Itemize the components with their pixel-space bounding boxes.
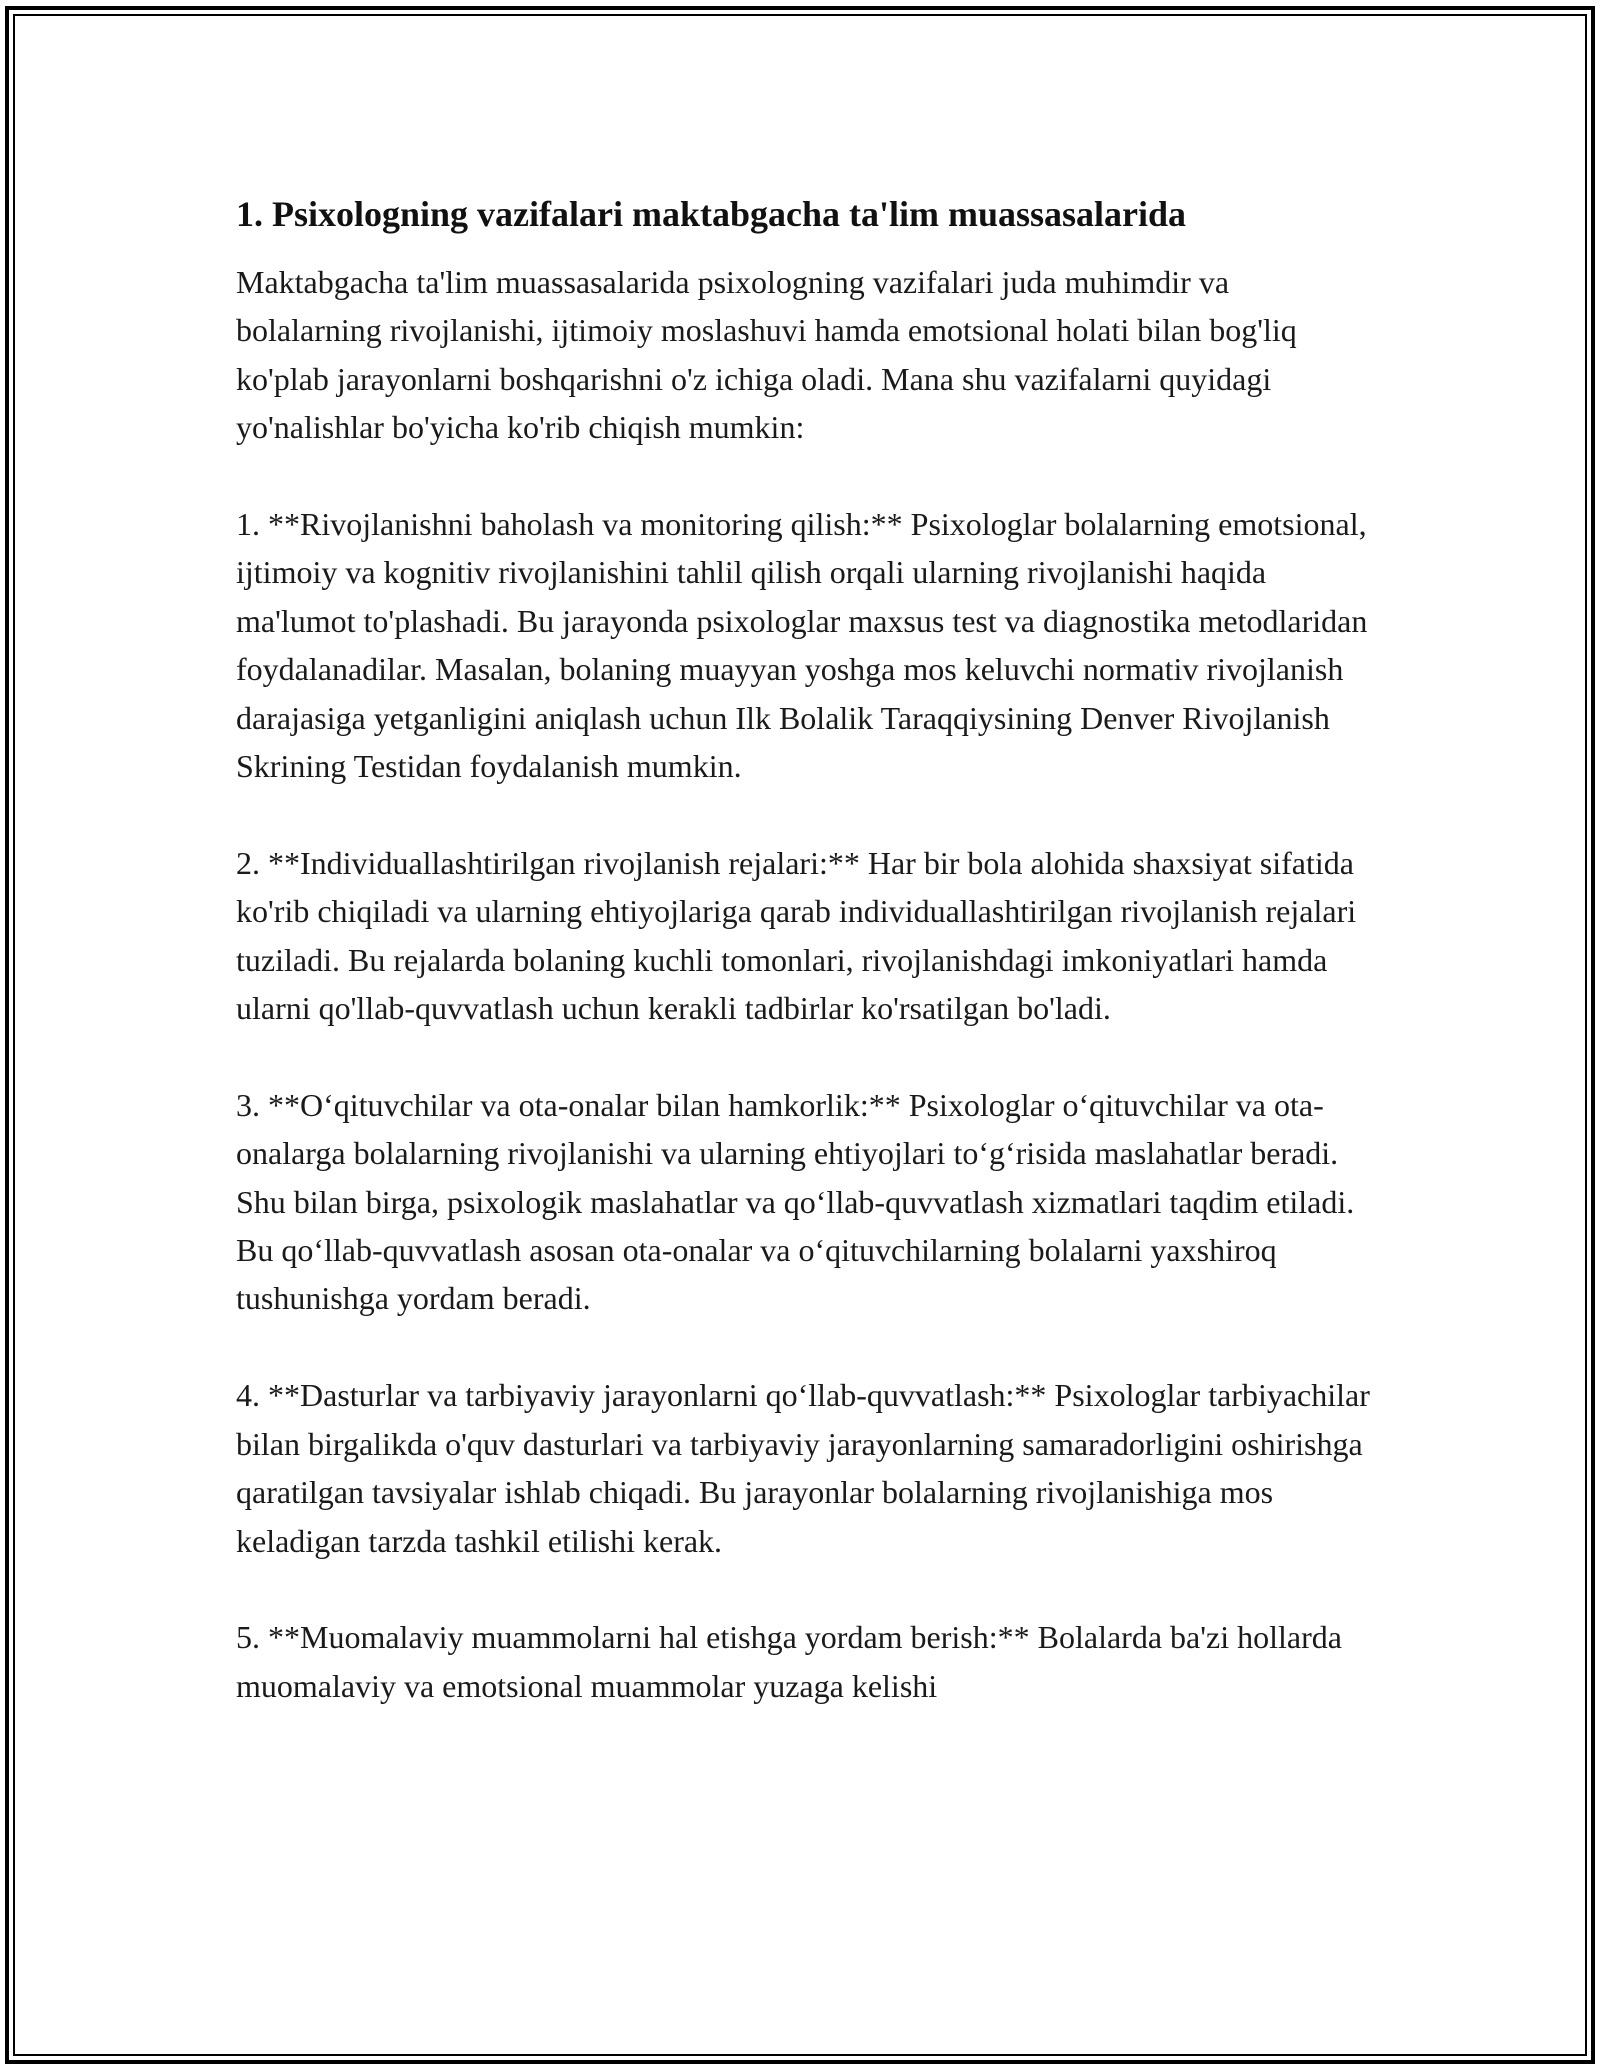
paragraph-item-1: 1. **Rivojlanishni baholash va monitoring qilish:** Psixologlar bolalarning emotsional, ijtimoiy va kognitiv rivojlanishini tahlil qilish orqali ularning rivojlanishi haqida ma'lumot to'plashadi. Bu jarayonda psixologlar maxsus test va diagnostika metodlaridan foydalanadilar. Masalan, bolaning muayyan yoshga mos keluvchi normativ rivojlanish darajasiga yetganligini aniqlash uchun Ilk Bolalik Taraqqiysining Denver Rivojlanish Skrining Testidan foydalanish mumkin. xyxy=(236,506,1368,785)
paragraph-item-4: 4. **Dasturlar va tarbiyaviy jarayonlarni qo‘llab-quvvatlash:** Psixologlar tarbiyachilar bilan birgalikda o'quv dasturlari va tarbiyaviy jarayonlarning samaradorligini oshirishga qaratilgan tavsiyalar ishlab chiqadi. Bu jarayonlar bolalarning rivojlanishiga mos keladigan tarzda tashkil etilishi kerak. xyxy=(236,1377,1370,1559)
paragraph-item-5: 5. **Muomalaviy muammolarni hal etishga yordam berish:** Bolalarda ba'zi hollarda muomalaviy va emotsional muammolar yuzaga kelishi xyxy=(236,1619,1342,1704)
paragraph-item-3: 3. **O‘qituvchilar va ota-onalar bilan hamkorlik:** Psixologlar o‘qituvchilar va ota-onalarga bolalarning rivojlanishi va ularning ehtiyojlari to‘g‘risida maslahatlar beradi. Shu bilan birga, psixologik maslahatlar va qo‘llab-quvvatlash xizmatlari taqdim etiladi. Bu qo‘llab-quvvatlash asosan ota-onalar va o‘qituvchilarning bolalarni yaxshiroq tushunishga yordam beradi. xyxy=(236,1086,1355,1317)
paragraph-item-2: 2. **Individuallashtirilgan rivojlanish rejalari:** Har bir bola alohida shaxsiyat sifatida ko'rib chiqiladi va ularning ehtiyojlariga qarab individuallashtirilgan rivojlanish rejalari tuziladi. Bu rejalarda bolaning kuchli tomonlari, rivojlanishdagi imkoniyatlari hamda ularni qo'llab-quvvatlash uchun kerakli tadbirlar ko'rsatilgan bo'ladi. xyxy=(236,844,1357,1027)
document-body xyxy=(236,188,1376,1759)
intro-paragraph: Maktabgacha ta'lim muassasalarida psixologning vazifalari juda muhimdir va bolalarning rivojlanishi, ijtimoiy moslashuvi hamda emotsional holati bilan bog'liq ko'plab jarayonlarni boshqarishni o'z ichiga oladi. Mana shu vazifalarni quyidagi yo'nalishlar bo'yicha ko'rib chiqish mumkin: xyxy=(236,264,1297,446)
document-title: 1. Psixologning vazifalari maktabgacha ta'lim muassasalarida xyxy=(236,194,1187,234)
